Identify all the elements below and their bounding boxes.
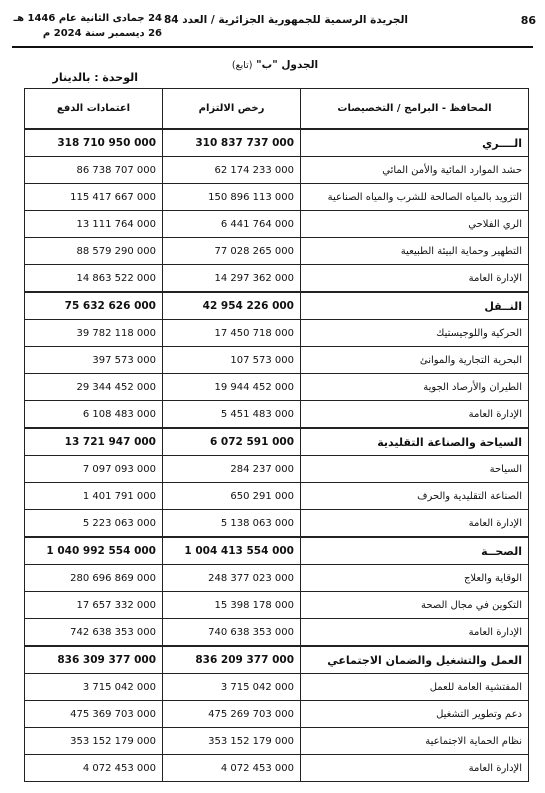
row-label: السياحة [301, 456, 529, 483]
row-label: دعم وتطوير التشغيل [301, 701, 529, 728]
commitment-amount: 107 573 000 [163, 347, 301, 374]
payment-amount: 353 152 179 000 [25, 728, 163, 755]
commitment-amount: 14 297 362 000 [163, 265, 301, 293]
commitment-amount: 77 028 265 000 [163, 238, 301, 265]
table-row [25, 510, 529, 538]
row-label: التزويد بالمياه الصالحة للشرب والمياه الصناعية [301, 184, 529, 211]
commitment-amount: 353 152 179 000 [163, 728, 301, 755]
row-label: الإدارة العامة [301, 510, 529, 538]
commitment-amount: 740 638 353 000 [163, 619, 301, 647]
table-row [25, 347, 529, 374]
table-row [25, 565, 529, 592]
payment-amount: 3 715 042 000 [25, 674, 163, 701]
commitment-amount: 836 209 377 000 [163, 646, 301, 674]
payment-amount: 86 738 707 000 [25, 157, 163, 184]
commitment-amount: 650 291 000 [163, 483, 301, 510]
row-label: السياحة والصناعة التقليدية [301, 428, 529, 456]
payment-amount: 280 696 869 000 [25, 565, 163, 592]
payment-amount: 4 072 453 000 [25, 755, 163, 782]
column-header-commitment: رخص الالتزام [163, 89, 301, 130]
row-label: البحرية التجارية والموانئ [301, 347, 529, 374]
commitment-amount: 310 837 737 000 [163, 129, 301, 157]
table-row [25, 592, 529, 619]
commitment-amount: 6 072 591 000 [163, 428, 301, 456]
sector-row [25, 537, 529, 565]
payment-amount: 29 344 452 000 [25, 374, 163, 401]
table-row [25, 265, 529, 293]
payment-amount: 39 782 118 000 [25, 320, 163, 347]
row-label: الري الفلاحي [301, 211, 529, 238]
commitment-amount: 4 072 453 000 [163, 755, 301, 782]
table-row [25, 211, 529, 238]
row-label: التكوين في مجال الصحة [301, 592, 529, 619]
payment-amount: 1 401 791 000 [25, 483, 163, 510]
payment-amount: 742 638 353 000 [25, 619, 163, 647]
page-number: 86 [520, 14, 536, 27]
sector-row [25, 646, 529, 674]
journal-title: الجريدة الرسمية للجمهورية الجزائرية / العدد 84 [164, 14, 408, 26]
payment-amount: 397 573 000 [25, 347, 163, 374]
row-label: النــقل [301, 292, 529, 320]
row-label: نظام الحماية الاجتماعية [301, 728, 529, 755]
payment-amount: 318 710 950 000 [25, 129, 163, 157]
commitment-amount: 62 174 233 000 [163, 157, 301, 184]
row-label: الإدارة العامة [301, 619, 529, 647]
row-label: الإدارة العامة [301, 755, 529, 782]
row-label: الوقاية والعلاج [301, 565, 529, 592]
row-label: الحركية واللوجيستيك [301, 320, 529, 347]
header-divider [12, 46, 533, 48]
commitment-amount: 5 138 063 000 [163, 510, 301, 538]
table-row [25, 619, 529, 647]
payment-amount: 14 863 522 000 [25, 265, 163, 293]
payment-amount: 6 108 483 000 [25, 401, 163, 429]
row-label: حشد الموارد المائية والأمن المائي [301, 157, 529, 184]
commitment-amount: 284 237 000 [163, 456, 301, 483]
commitment-amount: 248 377 023 000 [163, 565, 301, 592]
payment-amount: 13 111 764 000 [25, 211, 163, 238]
commitment-amount: 3 715 042 000 [163, 674, 301, 701]
commitment-amount: 5 451 483 000 [163, 401, 301, 429]
commitment-amount: 42 954 226 000 [163, 292, 301, 320]
payment-amount: 7 097 093 000 [25, 456, 163, 483]
table-row [25, 483, 529, 510]
date-hijri: 24 جمادى الثانية عام 1446 هـ [13, 13, 162, 24]
budget-table [24, 88, 529, 782]
table-row [25, 374, 529, 401]
payment-amount: 5 223 063 000 [25, 510, 163, 538]
row-label: العمل والتشغيل والضمان الاجتماعي [301, 646, 529, 674]
commitment-amount: 19 944 452 000 [163, 374, 301, 401]
payment-amount: 115 417 667 000 [25, 184, 163, 211]
table-row [25, 238, 529, 265]
table-row [25, 701, 529, 728]
date-gregorian: 26 ديسمبر سنة 2024 م [42, 28, 162, 39]
page-header [0, 0, 545, 48]
table-row [25, 755, 529, 782]
row-label: الطيران والأرصاد الجوية [301, 374, 529, 401]
table-title [150, 59, 400, 71]
payment-amount: 13 721 947 000 [25, 428, 163, 456]
row-label: الإدارة العامة [301, 401, 529, 429]
table-title-continued: (تابع) [231, 60, 253, 71]
table-row [25, 320, 529, 347]
table-row [25, 401, 529, 429]
payment-amount: 475 369 703 000 [25, 701, 163, 728]
commitment-amount: 150 896 113 000 [163, 184, 301, 211]
row-label: الصناعة التقليدية والحرف [301, 483, 529, 510]
table-header-row [25, 89, 529, 130]
sector-row [25, 292, 529, 320]
commitment-amount: 475 269 703 000 [163, 701, 301, 728]
row-label: المفتشية العامة للعمل [301, 674, 529, 701]
commitment-amount: 1 004 413 554 000 [163, 537, 301, 565]
payment-amount: 17 657 332 000 [25, 592, 163, 619]
sector-row [25, 428, 529, 456]
row-label: الــــري [301, 129, 529, 157]
commitment-amount: 15 398 178 000 [163, 592, 301, 619]
sector-row [25, 129, 529, 157]
table-row [25, 157, 529, 184]
table-row [25, 674, 529, 701]
table-title-main: الجدول "ب" [256, 59, 319, 71]
payment-amount: 1 040 992 554 000 [25, 537, 163, 565]
row-label: التطهير وحماية البيئة الطبيعية [301, 238, 529, 265]
commitment-amount: 17 450 718 000 [163, 320, 301, 347]
column-header-label: المحافظ - البرامج / التخصيصات [301, 89, 529, 130]
table-row [25, 456, 529, 483]
table-row [25, 728, 529, 755]
payment-amount: 88 579 290 000 [25, 238, 163, 265]
table-row [25, 184, 529, 211]
payment-amount: 75 632 626 000 [25, 292, 163, 320]
currency-unit: الوحدة : بالدينار [52, 71, 138, 84]
payment-amount: 836 309 377 000 [25, 646, 163, 674]
commitment-amount: 6 441 764 000 [163, 211, 301, 238]
row-label: الإدارة العامة [301, 265, 529, 293]
column-header-payment: اعتمادات الدفع [25, 89, 163, 130]
row-label: الصحــة [301, 537, 529, 565]
